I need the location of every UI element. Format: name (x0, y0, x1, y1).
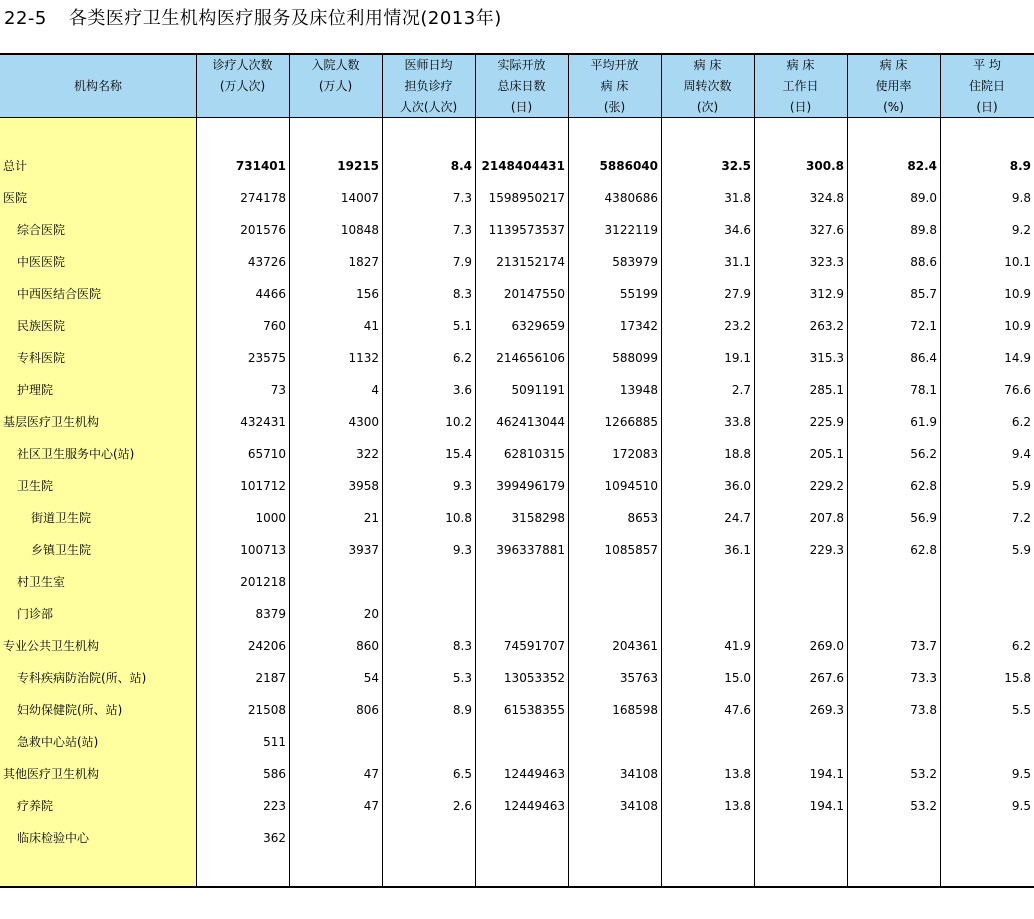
table-title-text: 各类医疗卫生机构医疗服务及床位利用情况(2013年) (68, 8, 502, 29)
table-cell: 10.8 (445, 511, 472, 525)
table-cell: 760 (263, 319, 286, 333)
table-row (0, 374, 1034, 406)
row-label: 护理院 (17, 383, 54, 397)
table-cell: 5.9 (1011, 543, 1031, 557)
table-row (0, 342, 1034, 374)
table-cell: 6.2 (452, 351, 472, 365)
table-cell: 5886040 (599, 159, 658, 173)
table-cell: 15.0 (724, 671, 751, 685)
column-header-line: 病 床 (879, 58, 908, 72)
table-cell: 21508 (247, 703, 286, 717)
row-label: 中医医院 (17, 255, 66, 269)
table-cell: 8.4 (450, 159, 472, 173)
table-cell: 82.4 (907, 159, 937, 173)
table-row (0, 502, 1034, 534)
column-header-line: 使用率 (875, 79, 912, 93)
table-cell: 225.9 (809, 415, 844, 429)
row-label: 疗养院 (17, 799, 54, 813)
table-cell: 285.1 (809, 383, 844, 397)
table-cell: 72.1 (910, 319, 937, 333)
column-header (475, 55, 568, 117)
table-cell: 17342 (619, 319, 658, 333)
table-cell: 73.3 (910, 671, 937, 685)
table-cell: 6.2 (1011, 639, 1031, 653)
table-cell: 41.9 (724, 639, 751, 653)
column-header-line: 病 床 (786, 58, 815, 72)
table-cell: 201218 (240, 575, 286, 589)
table-row (0, 310, 1034, 342)
table-cell: 20147550 (503, 287, 565, 301)
table-cell: 47.6 (724, 703, 751, 717)
table-cell: 9.8 (1011, 191, 1031, 205)
table-cell: 7.3 (452, 191, 472, 205)
table-cell: 53.2 (910, 767, 937, 781)
table-cell: 1000 (255, 511, 286, 525)
column-header-line: 工作日 (782, 79, 819, 93)
row-label: 专科疾病防治院(所、站) (17, 671, 147, 685)
column-header-line: (日) (789, 100, 812, 114)
table-cell: 315.3 (809, 351, 844, 365)
table-cell: 15.8 (1004, 671, 1031, 685)
table-cell: 14.9 (1004, 351, 1031, 365)
table-cell: 362 (263, 831, 286, 845)
table-cell: 1598950217 (488, 191, 565, 205)
table-row (0, 406, 1034, 438)
table-cell: 267.6 (809, 671, 844, 685)
table-cell: 6.5 (452, 767, 472, 781)
table-cell: 9.2 (1011, 223, 1031, 237)
table-cell: 5091191 (511, 383, 565, 397)
table-cell: 269.0 (809, 639, 844, 653)
table-cell: 7.9 (452, 255, 472, 269)
column-header-line: 病 床 (693, 58, 722, 72)
table-cell: 36.0 (724, 479, 751, 493)
row-label: 门诊部 (17, 607, 54, 621)
table-cell: 56.2 (910, 447, 937, 461)
table-cell: 4466 (255, 287, 286, 301)
table-cell: 588099 (612, 351, 658, 365)
table-cell: 1266885 (604, 415, 658, 429)
table-cell: 8.3 (452, 287, 472, 301)
table-cell: 4300 (348, 415, 379, 429)
bottom-rule (0, 886, 1034, 888)
table-cell: 89.8 (910, 223, 937, 237)
table-row (0, 662, 1034, 694)
column-header (847, 55, 940, 117)
column-header (661, 55, 754, 117)
table-cell: 61.9 (910, 415, 937, 429)
table-row (0, 790, 1034, 822)
table-cell: 7.2 (1011, 511, 1031, 525)
table-cell: 13948 (619, 383, 658, 397)
table-cell: 53.2 (910, 799, 937, 813)
table-cell: 9.5 (1011, 799, 1031, 813)
table-cell: 263.2 (809, 319, 844, 333)
table-cell: 2187 (255, 671, 286, 685)
table-cell: 300.8 (806, 159, 844, 173)
table-cell: 396337881 (496, 543, 565, 557)
table-cell: 34108 (619, 799, 658, 813)
table-cell: 41 (363, 319, 379, 333)
table-cell: 35763 (619, 671, 658, 685)
table-cell: 229.2 (809, 479, 844, 493)
table-cell: 21 (363, 511, 379, 525)
table-row (0, 726, 1034, 758)
table-cell: 324.8 (809, 191, 844, 205)
table-cell: 36.1 (724, 543, 751, 557)
table-cell: 24.7 (724, 511, 751, 525)
table-cell: 10.1 (1004, 255, 1031, 269)
table-cell: 89.0 (910, 191, 937, 205)
column-header-line: 诊疗人次数 (212, 58, 273, 72)
table-number: 22-5 (4, 8, 47, 29)
table-cell: 33.8 (724, 415, 751, 429)
table-cell: 8.9 (1009, 159, 1031, 173)
row-label: 综合医院 (17, 223, 66, 237)
column-header-line: 平 均 (973, 58, 1001, 72)
table-cell: 43726 (247, 255, 286, 269)
row-label: 专科医院 (17, 351, 66, 365)
table-cell: 511 (263, 735, 286, 749)
table-cell: 20 (363, 607, 379, 621)
table-cell: 13.8 (724, 767, 751, 781)
column-header (382, 55, 475, 117)
table-cell: 23575 (247, 351, 286, 365)
table-cell: 24206 (247, 639, 286, 653)
table-cell: 27.9 (724, 287, 751, 301)
table-cell: 19.1 (724, 351, 751, 365)
table-cell: 1094510 (604, 479, 658, 493)
table-row (0, 214, 1034, 246)
table-cell: 54 (363, 671, 379, 685)
column-header-line: (张) (603, 100, 626, 114)
table-cell: 201576 (240, 223, 286, 237)
table-cell: 8.3 (452, 639, 472, 653)
table-cell: 12449463 (503, 799, 565, 813)
table-cell: 14007 (340, 191, 379, 205)
row-label: 民族医院 (17, 319, 66, 333)
table-title (4, 4, 502, 30)
table-cell: 13.8 (724, 799, 751, 813)
table-cell: 10.2 (445, 415, 472, 429)
row-label: 村卫生室 (17, 575, 66, 589)
table-cell: 9.4 (1011, 447, 1031, 461)
table-cell: 8379 (255, 607, 286, 621)
table-row (0, 598, 1034, 630)
table-cell: 1827 (348, 255, 379, 269)
table-cell: 172083 (612, 447, 658, 461)
table-cell: 312.9 (809, 287, 844, 301)
table-row (0, 534, 1034, 566)
row-label: 街道卫生院 (31, 511, 92, 525)
table-cell: 168598 (612, 703, 658, 717)
column-header-line: 总床日数 (497, 79, 546, 93)
table-cell: 100713 (240, 543, 286, 557)
row-label: 医院 (3, 191, 28, 205)
table-cell: 1139573537 (488, 223, 565, 237)
table-cell: 65710 (247, 447, 286, 461)
table-cell: 5.9 (1011, 479, 1031, 493)
table-cell: 399496179 (496, 479, 565, 493)
column-header (754, 55, 847, 117)
table-cell: 76.6 (1004, 383, 1031, 397)
table-cell: 18.8 (724, 447, 751, 461)
table-cell: 23.2 (724, 319, 751, 333)
row-label: 总计 (3, 159, 28, 173)
row-label: 卫生院 (17, 479, 54, 493)
column-header-line: (万人次) (219, 79, 266, 93)
table-cell: 10.9 (1004, 287, 1031, 301)
table-cell: 7.3 (452, 223, 472, 237)
row-label: 临床检验中心 (17, 831, 90, 845)
column-header-name: 机构名称 (73, 79, 122, 93)
table-cell: 194.1 (809, 767, 844, 781)
row-label: 乡镇卫生院 (31, 543, 92, 557)
table-cell: 8653 (627, 511, 658, 525)
table-cell: 19215 (337, 159, 379, 173)
table-cell: 204361 (612, 639, 658, 653)
table-cell: 269.3 (809, 703, 844, 717)
column-header-line: (%) (883, 100, 904, 114)
table-cell: 4 (371, 383, 379, 397)
table-cell: 731401 (235, 159, 286, 173)
table-cell: 31.8 (724, 191, 751, 205)
table-cell: 73.7 (910, 639, 937, 653)
column-header-line: 实际开放 (497, 58, 546, 72)
table-cell: 583979 (612, 255, 658, 269)
table-cell: 323.3 (809, 255, 844, 269)
table-row (0, 822, 1034, 854)
table-row (0, 566, 1034, 598)
table-cell: 47 (363, 799, 379, 813)
table-cell: 86.4 (910, 351, 937, 365)
table-cell: 9.3 (452, 543, 472, 557)
row-label: 专业公共卫生机构 (3, 639, 100, 653)
table-cell: 806 (356, 703, 379, 717)
table-cell: 3937 (348, 543, 379, 557)
column-header-line: (次) (696, 100, 719, 114)
table-cell: 860 (356, 639, 379, 653)
table-cell: 5.1 (452, 319, 472, 333)
table-cell: 327.6 (809, 223, 844, 237)
table-cell: 223 (263, 799, 286, 813)
table-cell: 205.1 (809, 447, 844, 461)
column-header (940, 55, 1034, 117)
table-cell: 10848 (340, 223, 379, 237)
table-cell: 274178 (240, 191, 286, 205)
table-cell: 10.9 (1004, 319, 1031, 333)
table-cell: 229.3 (809, 543, 844, 557)
table-cell: 2.7 (731, 383, 751, 397)
column-header-line: 周转次数 (683, 79, 732, 93)
table-cell: 6.2 (1011, 415, 1031, 429)
table-cell: 78.1 (910, 383, 937, 397)
table-cell: 3.6 (452, 383, 472, 397)
table-cell: 8.9 (452, 703, 472, 717)
table-cell: 432431 (240, 415, 286, 429)
table-cell: 3122119 (604, 223, 658, 237)
table-cell: 3158298 (511, 511, 565, 525)
table-cell: 31.1 (724, 255, 751, 269)
row-label: 基层医疗卫生机构 (3, 415, 100, 429)
table-cell: 1132 (348, 351, 379, 365)
column-header (568, 55, 661, 117)
table-cell: 73 (270, 383, 286, 397)
table-row (0, 694, 1034, 726)
table-cell: 9.3 (452, 479, 472, 493)
table-cell: 462413044 (496, 415, 565, 429)
table-cell: 2.6 (452, 799, 472, 813)
table-cell: 62.8 (910, 479, 937, 493)
table-cell: 1085857 (604, 543, 658, 557)
table-cell: 6329659 (511, 319, 565, 333)
table-cell: 85.7 (910, 287, 937, 301)
table-cell: 214656106 (496, 351, 565, 365)
column-header-line: (万人) (318, 79, 353, 93)
column-header-line: 病 床 (600, 79, 629, 93)
table-row (0, 758, 1034, 790)
table-cell: 9.5 (1011, 767, 1031, 781)
table-cell: 88.6 (910, 255, 937, 269)
row-label: 社区卫生服务中心(站) (17, 447, 135, 461)
table-cell: 322 (356, 447, 379, 461)
table-cell: 61538355 (503, 703, 565, 717)
table-cell: 194.1 (809, 799, 844, 813)
column-header-line: 住院日 (968, 79, 1005, 93)
table-cell: 55199 (619, 287, 658, 301)
table-cell: 5.3 (452, 671, 472, 685)
column-header-line: 担负诊疗 (404, 79, 453, 93)
column-header (196, 55, 289, 117)
table-cell: 156 (356, 287, 379, 301)
table-cell: 34.6 (724, 223, 751, 237)
table-cell: 56.9 (910, 511, 937, 525)
table-row (0, 470, 1034, 502)
table-cell: 62810315 (503, 447, 565, 461)
table-cell: 13053352 (503, 671, 565, 685)
column-header-line: 人次(人次) (399, 100, 458, 114)
table-row (0, 150, 1034, 182)
table-cell: 12449463 (503, 767, 565, 781)
table-cell: 73.8 (910, 703, 937, 717)
table-row (0, 630, 1034, 662)
table-cell: 15.4 (445, 447, 472, 461)
table-cell: 32.5 (721, 159, 751, 173)
table-row (0, 182, 1034, 214)
column-header-line: (日) (976, 100, 998, 114)
table-cell: 207.8 (809, 511, 844, 525)
table-row (0, 246, 1034, 278)
table-cell: 5.5 (1011, 703, 1031, 717)
column-header-line: (日) (510, 100, 533, 114)
table-cell: 586 (263, 767, 286, 781)
table-cell: 47 (363, 767, 379, 781)
table-cell: 34108 (619, 767, 658, 781)
row-label: 妇幼保健院(所、站) (17, 703, 123, 717)
table-cell: 4380686 (604, 191, 658, 205)
table-row (0, 278, 1034, 310)
column-header (289, 55, 382, 117)
column-header-line: 入院人数 (311, 58, 360, 72)
column-header-line: 医师日均 (404, 58, 453, 72)
row-label: 其他医疗卫生机构 (3, 767, 100, 781)
table-row (0, 438, 1034, 470)
table-cell: 2148404431 (481, 159, 565, 173)
table-cell: 213152174 (496, 255, 565, 269)
table-cell: 62.8 (910, 543, 937, 557)
table-cell: 74591707 (503, 639, 565, 653)
column-header-line: 平均开放 (590, 58, 639, 72)
table-cell: 101712 (240, 479, 286, 493)
row-label: 中西医结合医院 (17, 287, 102, 301)
row-label: 急救中心站(站) (17, 735, 99, 749)
table-cell: 3958 (348, 479, 379, 493)
